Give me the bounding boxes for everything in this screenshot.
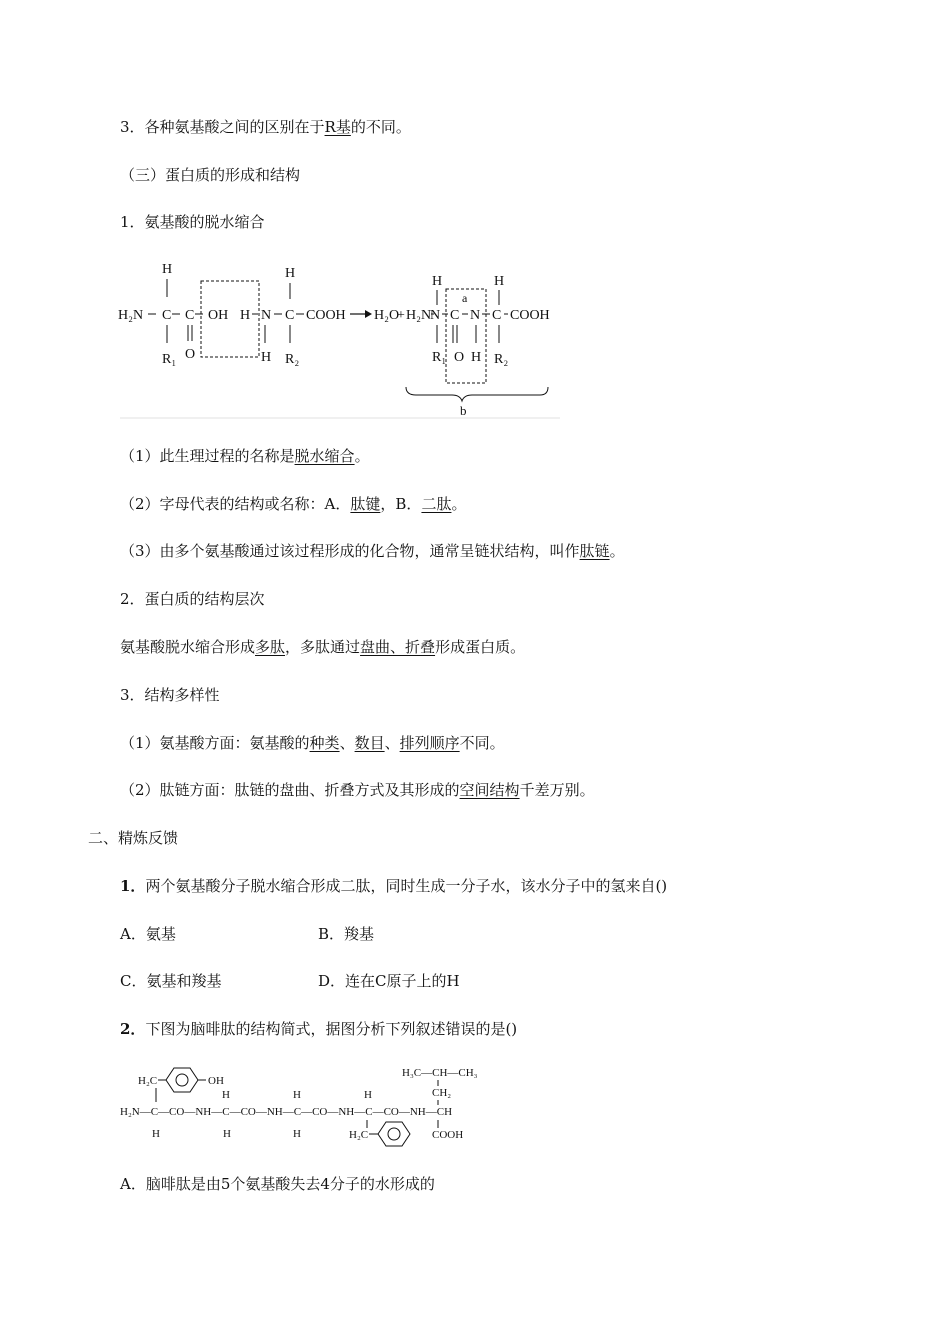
fig2-h-2: H [293,1089,301,1101]
item-2-text: 氨基酸脱水缩合形成多肽，多肽通过盘曲、折叠形成蛋白质。 [120,638,526,656]
fig2-h-4: H [152,1128,160,1140]
fig1-dipeptide-c1: C [450,308,460,323]
exercise-1-option-b: B．羧基 [318,925,375,943]
fig2-h-1: H [222,1089,230,1101]
fig1-dipeptide-h2n: H₂N [406,308,432,323]
fig1-label-a: a [462,291,468,305]
fig1-c2: C [185,308,195,323]
fig2-h-3: H [364,1089,372,1101]
fig1-dipeptide-h2: H [471,350,482,365]
fig1-dipeptide-r1: R₁ [432,350,447,365]
exercise-2-stem: 2．下图为脑啡肽的结构简式，据图分析下列叙述错误的是() [120,1020,518,1038]
fig2-cooh: COOH [432,1129,464,1141]
diversity-1: （1）氨基酸方面：氨基酸的种类、数目、排列顺序不同。 [120,734,505,752]
fig2-oh: OH [208,1075,224,1087]
fig2-ch2: CH₂ [432,1087,452,1099]
fig2-h2c-1: H₂C [138,1075,158,1087]
fig2-main-chain: H₂N—C—CO—NH—C—CO—NH—C—CO—NH—C—CO—NH—CH [120,1106,453,1118]
fig1-h: H [162,262,173,277]
fig1-dipeptide-r2: R₂ [494,352,509,367]
fig2-top-chain: H₃C—CH—CH₃ [402,1067,478,1079]
fig2-h2c-2: H₂C [349,1129,369,1141]
exercise-2-option-a: A．脑啡肽是由5个氨基酸失去4分子的水形成的 [120,1175,435,1193]
fig2-h-5: H [223,1128,231,1140]
question-3: （3）由多个氨基酸通过该过程形成的化合物，通常呈链状结构，叫作肽链。 [120,542,625,560]
item-3-title: 3．结构多样性 [120,686,220,704]
fig1-r1: R₁ [162,352,177,367]
item-2-title: 2．蛋白质的结构层次 [120,590,265,608]
fig1-h2n: H₂N [118,308,144,323]
fig1-c1: C [162,308,172,323]
fig1-o: O [185,347,196,362]
diversity-2: （2）肽链方面：肽链的盘曲、折叠方式及其形成的空间结构千差万别。 [120,781,595,799]
fig1-label-b: b [460,403,467,418]
fig1-dipeptide-n2: N [470,308,481,323]
enkephalin-structure-figure [112,1058,512,1150]
fig1-cooh: COOH [306,308,346,323]
fig1-dipeptide-c2: C [492,308,502,323]
fig1-h4: H [261,350,272,365]
fig1-dipeptide-cooh: COOH [510,308,550,323]
fig1-oh: OH [208,308,229,323]
fig1-dipeptide-o: O [454,350,465,365]
fig1-h-amino: H [240,308,251,323]
exercise-1-option-c: C．氨基和羧基 [120,972,222,990]
item-3-difference: 3．各种氨基酸之间的区别在于R基的不同。 [120,118,411,136]
fig1-dipeptide-h1: H [432,274,443,289]
fig1-dipeptide-h3: H [494,274,505,289]
item-1-title: 1．氨基酸的脱水缩合 [120,213,265,231]
sub-heading-protein-structure: （三）蛋白质的形成和结构 [120,166,301,184]
question-2: （2）字母代表的结构或名称：A．肽键，B．二肽。 [120,495,467,513]
exercise-1-stem: 1．两个氨基酸分子脱水缩合形成二肽，同时生成一分子水，该水分子中的氢来自() [120,877,668,895]
fig1-r2: R₂ [285,352,300,367]
fig1-h2o: H₂O [374,308,400,323]
fig1-n: N [261,308,272,323]
fig1-plus: + [397,308,405,323]
exercise-1-option-a: A．氨基 [120,925,176,943]
section-2-title: 二、精炼反馈 [88,829,179,847]
dehydration-condensation-figure [110,255,570,425]
fig2-h-6: H [293,1128,301,1140]
fig1-dipeptide-n1: N [430,308,441,323]
fig1-h3: H [285,266,296,281]
fig1-c3: C [285,308,295,323]
answer-r-group: R基 [324,118,351,136]
question-1: （1）此生理过程的名称是脱水缩合。 [120,447,370,465]
exercise-1-option-d: D．连在C原子上的H [318,972,460,990]
